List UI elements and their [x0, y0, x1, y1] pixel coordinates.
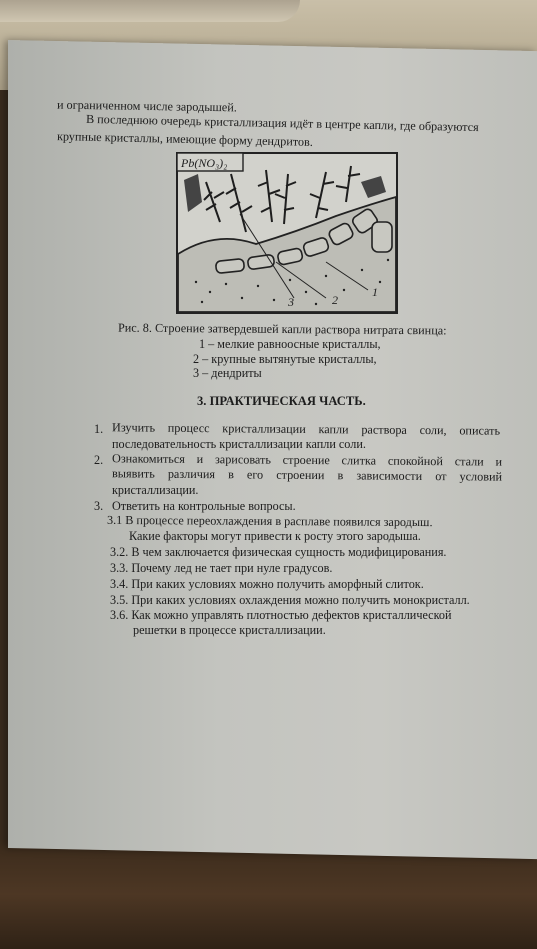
list-number: 1. — [94, 422, 104, 436]
formula-label: Pb(NO₃)₂ — [181, 156, 228, 170]
question-item: решетки в процессе кристаллизации. — [133, 623, 326, 637]
list-item-line: Ответить на контрольные вопросы. — [112, 499, 296, 513]
caption-item: 1 – мелкие равноосные кристаллы, — [199, 337, 381, 351]
question-item: 3.3. Почему лед не тает при нуле градусов. — [110, 561, 333, 575]
question-item: 3.5. При каких условиях охлаждения можно получить монокристалл. — [110, 593, 470, 607]
list-item-line: кристаллизации. — [112, 483, 199, 497]
list-item-line: Изучить процесс кристаллизации капли раствора соли, описать — [112, 420, 501, 438]
list-number: 3. — [94, 499, 104, 513]
figure-label-1: 1 — [372, 285, 378, 299]
crystal-drawing — [176, 152, 398, 314]
text-line: крупные кристаллы, имеющие форму дендритов. — [56, 129, 314, 149]
question-item: 3.6. Как можно управлять плотностью дефектов кристаллической — [110, 608, 452, 622]
list-item-line: выявить различия в его строении в зависимости от условий — [112, 466, 503, 484]
text-line: В последнюю очередь кристаллизация идёт в центре капли, где образуются — [85, 111, 479, 135]
caption-item: 3 – дендриты — [193, 366, 262, 380]
figure-label-2: 2 — [332, 293, 338, 307]
crystal-figure — [176, 152, 398, 314]
list-number: 2. — [94, 453, 104, 467]
question-item: 3.1 В процессе переохлаждения в расплаве появился зародыш. — [106, 512, 433, 530]
question-item: Какие факторы могут привести к росту этого зародыша. — [129, 529, 421, 543]
figure-caption: Рис. 8. Строение затвердевшей капли раствора нитрата свинца: — [117, 320, 447, 338]
figure-label-3: 3 — [288, 295, 294, 309]
question-item: 3.2. В чем заключается физическая сущность модифицирования. — [110, 545, 447, 559]
caption-item: 2 – крупные вытянутые кристаллы, — [193, 352, 377, 366]
list-item-line: последовательность кристаллизации капли соли. — [112, 437, 366, 451]
question-item: 3.4. При каких условиях можно получить аморфный слиток. — [110, 577, 424, 591]
list-item-line: Ознакомиться и зарисовать строение слитка спокойной стали и — [112, 451, 503, 469]
text-line: и ограниченном числе зародышей. — [56, 97, 237, 115]
section-heading: 3. ПРАКТИЧЕСКАЯ ЧАСТЬ. — [197, 394, 366, 408]
